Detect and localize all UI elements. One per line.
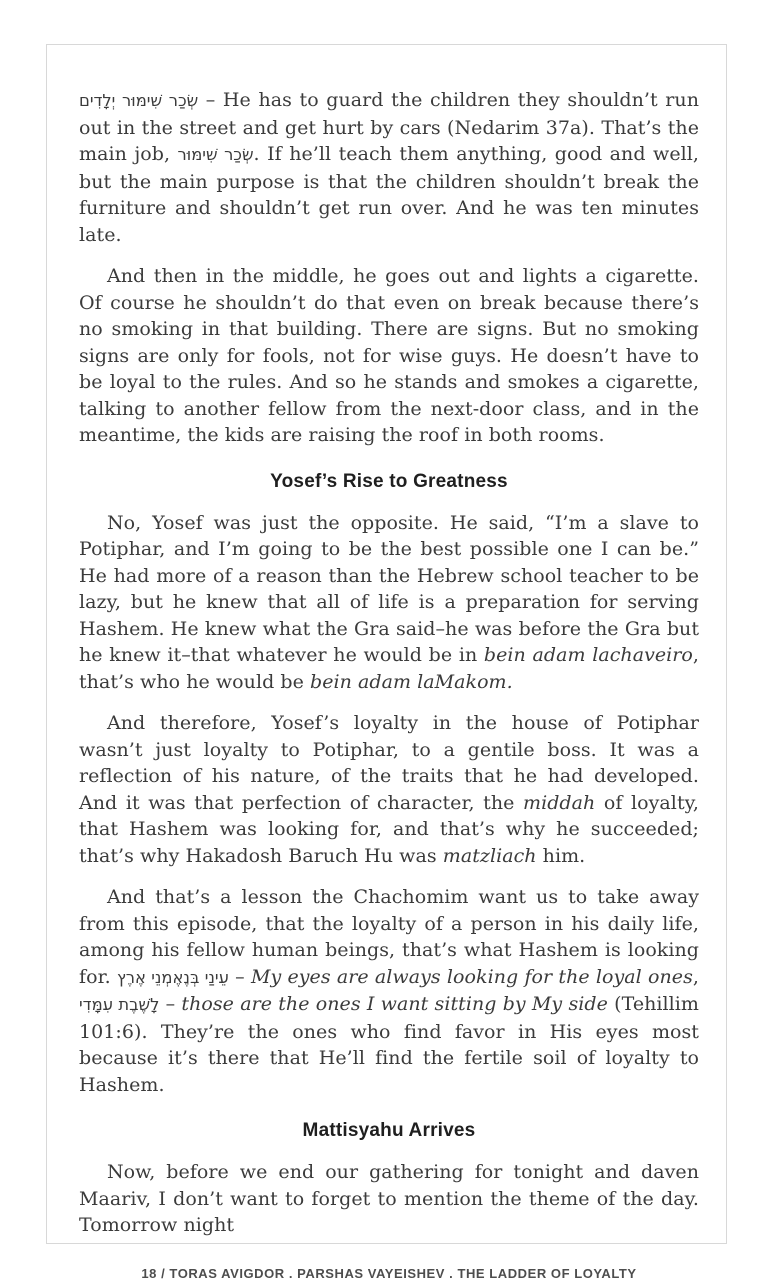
- hebrew-phrase: לָשֶׁבֶת עִמָּדִי: [79, 995, 160, 1014]
- text-segment: of loyalty, that Hashem was looking for, and that’s why he succeeded; that’s why Hakadosh Baruch Hu was: [79, 791, 699, 867]
- text-segment: Now, before we end our gathering for tonight and daven Maariv, I don’t want to forget to mention the theme of the day. Tomorrow night: [79, 1161, 699, 1236]
- page-footer: [79, 1265, 699, 1282]
- text-segment: – He has to guard the children they shouldn’t run out in the street and get hurt by cars (Nedarim 37a). That’s the main job,: [79, 89, 700, 165]
- paragraph: [79, 87, 699, 248]
- italic-segment: middah: [523, 791, 596, 814]
- paragraph: [79, 1159, 699, 1239]
- document-page: [46, 44, 727, 1281]
- section-heading-mattisyahu-arrives: Mattisyahu Arrives: [302, 1120, 476, 1141]
- hebrew-phrase: שְׂכַר שִׁימּוּר: [177, 145, 254, 164]
- text-segment: And that’s a lesson the Chachomim want us to take away from this episode, that the loyalty of a person in his daily life, among his fellow human beings, that’s what Hashem is looking for.: [79, 886, 699, 988]
- text-segment: ,: [692, 965, 699, 988]
- paragraph: [79, 510, 699, 696]
- italic-segment: My eyes are always looking for the loyal ones: [250, 965, 693, 988]
- text-segment: And therefore, Yosef’s loyalty in the house of Potiphar wasn’t just loyalty to Potiphar, to a gentile boss. It was a reflection of his nature, of the traits that he had developed. And it was that perfection of character, the: [79, 712, 699, 814]
- text-segment: –: [228, 965, 251, 988]
- page-footer-text: 18 / TORAS AVIGDOR . PARSHAS VAYEISHEV . THE LADDER OF LOYALTY: [141, 1265, 637, 1281]
- paragraph: [79, 263, 699, 449]
- hebrew-phrase: עֵינַי בְּנֶאֶמְנֵי אֶרֶץ: [116, 967, 229, 987]
- italic-segment: those are the ones I want sitting by My side: [181, 993, 608, 1015]
- hebrew-phrase: שְׂכַר שִׁימּוּר יְלָדִים: [79, 91, 199, 110]
- text-segment: And then in the middle, he goes out and lights a cigarette. Of course he shouldn’t do that even on break because there’s no smoking in that building. There are signs. But no smoking signs are only for fools, not for wise guys. He doesn’t have to be loyal to the rules. And so he stands and smokes a cigarette, talking to another fellow from the next-door class, and in the meantime, the kids are raising the roof in both rooms.: [79, 265, 699, 446]
- text-segment: . If he’ll teach them anything, good and well, but the main purpose is that the children shouldn’t break the furniture and shouldn’t get run over. And he was ten minutes late.: [79, 143, 699, 246]
- paragraph: [79, 710, 699, 869]
- text-segment: No, Yosef was just the opposite. He said, “I’m a slave to Potiphar, and I’m going to be the best possible one I can be.” He had more of a reason than the Hebrew school teacher to be lazy, but he knew that all of life is a preparation for serving Hashem. He knew what the Gra said–he was before the Gra but he knew it–that whatever he would be in: [79, 511, 699, 666]
- section-heading-yosefs-rise: Yosef’s Rise to Greatness: [270, 470, 508, 492]
- paragraph: [79, 884, 699, 1098]
- text-segment: , that’s who he would be: [79, 644, 700, 693]
- text-segment: him.: [536, 844, 586, 867]
- text-segment: –: [159, 993, 182, 1015]
- italic-segment: bein adam laMakom.: [309, 670, 513, 693]
- italic-segment: matzliach: [442, 844, 537, 867]
- italic-segment: bein adam lachaveiro: [483, 644, 693, 666]
- text-segment: (Tehillim 101:6). They’re the ones who find favor in His eyes most because it’s there that He’ll find the fertile soil of loyalty to Hashem.: [79, 993, 699, 1096]
